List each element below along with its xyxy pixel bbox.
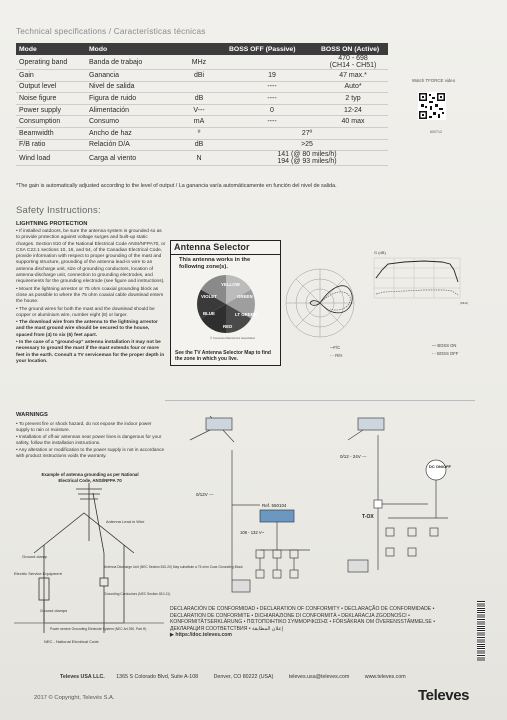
spec-cell: 0 [226, 104, 318, 116]
zone-blue: BLUE [203, 311, 215, 316]
street: 1365 S Colorado Blvd, Suite A-108 [116, 674, 199, 680]
spec-cell: Power supply [16, 104, 86, 116]
spec-cell: Relación D/A [86, 139, 172, 151]
zone-violet: VIOLET [201, 294, 217, 299]
copyright: 2017 © Copyright, Televés S.A. [34, 695, 115, 701]
label-service: Electric Service Equipment [14, 571, 62, 576]
company-name: Televes USA LLC. [60, 674, 105, 680]
lightning-paragraph: • In the case of a "ground-up" antenna installation it may not be necessary to ground the mast if the mast extends four or more feet in the earth. Consult a TV serviceman for the proper depth in your location. [16, 340, 165, 364]
warnings-text [16, 421, 166, 461]
specs-header: Technical specifications / Características técnicas [16, 27, 206, 36]
spec-cell: 47 max.* [318, 70, 388, 82]
spec-cell: V--- [172, 104, 226, 116]
spec-cell [172, 81, 226, 93]
spec-table [16, 43, 388, 166]
antenna-selector-subtitle: This antenna works in the following zone(s). [179, 257, 251, 270]
tox-label: T-OX [362, 514, 374, 520]
spec-cell: Auto* [318, 81, 388, 93]
address-line [60, 674, 480, 680]
lightning-paragraph: • Mount the lightning arrestor or 75 ohm coaxial grounding block as close as possible to where the 75 ohm coaxial cable downlead enters the house. [16, 286, 164, 305]
label-ground-clamp: Ground clamp [22, 554, 48, 559]
spec-cell: Wind load [16, 151, 86, 166]
zone-green: GREEN [237, 294, 253, 299]
spec-cell [226, 55, 318, 70]
spec-cell: mA [172, 116, 226, 128]
spec-row [16, 104, 388, 116]
zone-wheel [195, 273, 257, 343]
spec-cell: 141 (@ 80 miles/h) 194 (@ 93 miles/h) [226, 151, 388, 166]
polar-legend-fc: — F/C [330, 345, 341, 350]
zone-ltgreen: LT GREEN [235, 312, 257, 317]
spec-cell: Beamwidth [16, 127, 86, 139]
install-diagram-passive [170, 410, 335, 600]
spec-cell: Ancho de haz [86, 127, 172, 139]
spec-row [16, 139, 388, 151]
spec-cell: Consumo [86, 116, 172, 128]
voltage-label-3: 0/12 - 24V --- [340, 454, 367, 459]
qr-label: Watch TFORCE video [412, 78, 456, 83]
polar-plot [282, 265, 358, 341]
section-divider [165, 400, 475, 401]
col-boss-off: BOSS OFF (Passive) [226, 43, 318, 55]
spec-cell: Consumption [16, 116, 86, 128]
qr-code-icon[interactable] [418, 92, 446, 120]
spec-cell: Alimentación [86, 104, 172, 116]
col-mode: Mode [16, 43, 86, 55]
gain-footnote: *The gain is automatically adjusted according to the level of output / La ganancia varía automáticamente en función del nivel de salida. [16, 183, 337, 189]
label-conductors: Grounding Conductors (NEC Section 810-21) [104, 592, 171, 596]
spec-cell: ---- [226, 81, 318, 93]
spec-cell: 19 [226, 70, 318, 82]
spec-cell: ---- [226, 93, 318, 105]
lightning-paragraph: • The download wire from the antenna to the lightning arrestor and the mast ground wire should be secured to the house, spaced from (4) to six (6) feet apart. [16, 320, 158, 338]
gain-legend-off: - - BOSS OFF [432, 351, 459, 356]
qr-code-text: 600712 [430, 130, 442, 134]
spec-row [16, 93, 388, 105]
spec-cell: Carga al viento [86, 151, 172, 166]
col-boss-on: BOSS ON (Active) [318, 43, 388, 55]
spec-cell: dBi [172, 70, 226, 82]
label-discharge: Antenna Discharge Unit (NEC Section 810-20) May substitute a 75 ohm Coax Grounding Block [104, 565, 243, 569]
antenna-selector [170, 240, 281, 366]
spec-cell: Operating band [16, 55, 86, 70]
lightning-title: LIGHTNING PROTECTION [16, 221, 88, 227]
spec-cell: º [172, 127, 226, 139]
spec-cell: 27º [226, 127, 388, 139]
spec-cell: Ganancia [86, 70, 172, 82]
zone-credit: © Consumer Electronics Association [210, 336, 256, 340]
label-clamps: Ground clamps [40, 608, 68, 613]
barcode [477, 601, 485, 661]
polar-legend-rh: - - R/H [330, 353, 343, 358]
spec-cell: ---- [226, 116, 318, 128]
lightning-text [16, 229, 166, 366]
spec-row [16, 151, 388, 166]
gain-axis-label: G (dB) [374, 250, 386, 255]
spec-cell: Gain [16, 70, 86, 82]
gain-chart [364, 248, 476, 308]
label-power: Power service Grounding Electrode System (NEC Art 250, Part H) [50, 627, 147, 631]
spec-cell: N [172, 151, 226, 166]
dc-switch-label: DC ON/OFF [429, 464, 451, 469]
spec-cell: 2 typ [318, 93, 388, 105]
spec-header-row [16, 43, 388, 55]
zone-red: RED [223, 324, 233, 329]
install-diagram-active [338, 410, 478, 600]
declaration-link[interactable]: ▶ https://doc.televes.com [170, 632, 232, 639]
spec-cell: 40 max [318, 116, 388, 128]
spec-row [16, 70, 388, 82]
spec-cell: Nivel de salida [86, 81, 172, 93]
col-modo: Modo [86, 43, 172, 55]
warning-paragraph: • To prevent fire or shock hazard, do not expose the indoor power supply to rain or moisture. [16, 421, 152, 433]
voltage-label-2: 108 - 132 V~ [240, 530, 265, 535]
col-unit [172, 43, 226, 55]
spec-cell: MHz [172, 55, 226, 70]
antenna-selector-footer: See the TV Antenna Selector Map to find the zone in which you live. [175, 350, 271, 362]
safety-title: Safety Instructions: [16, 205, 101, 216]
televes-logo: Televes [418, 687, 470, 704]
gain-x-unit: (MHz) [460, 301, 469, 305]
zone-yellow: YELLOW [221, 282, 240, 287]
gain-legend-on: — BOSS ON [432, 343, 457, 348]
spec-cell: dB [172, 139, 226, 151]
city: Denver, CO 80222 (USA) [213, 674, 274, 680]
grounding-caption: Example of antenna grounding as per National Electrical Code, ANSI/NFPA 70 [41, 472, 139, 483]
spec-row [16, 55, 388, 70]
declaration-body: DECLARACIÓN DE CONFORMIDAD • DECLARATION OF CONFORMITY • DECLARAÇÃO DE CONFORMIDADE • DECLARATION DE CONFORMITE • DICHIARAZIONE DI CONFORMITÀ • DEKLARACJA ZGODNOŚCI • KONFORMITÄTSERKLÄRUNG • ΠΙΣΤΟΠΟΙΗΤΙΚΟ ΣΥΜΜΟΡΦΩΣΗΣ • FÖRSÄKRAN OM ÖVERENSSTÄMMELSE • ДЕКЛАРАЦИЯ СООТВЕТСТВИЯ • إعلان المطابقة [170, 606, 435, 632]
email-link[interactable]: televes.usa@televes.com [288, 674, 350, 680]
declaration-text [170, 606, 468, 639]
spec-cell: F/B ratio [16, 139, 86, 151]
spec-cell: Banda de trabajo [86, 55, 172, 70]
spec-cell: Output level [16, 81, 86, 93]
warnings-title: WARNINGS [16, 412, 48, 418]
warning-paragraph: • Any alteration or modification to the power supply is not in accordance with product instructions voids the warranty. [16, 447, 165, 459]
spec-row [16, 81, 388, 93]
spec-cell: 470 - 698 (CH14 - CH51) [318, 55, 388, 70]
spec-cell: Noise figure [16, 93, 86, 105]
spec-cell: dB [172, 93, 226, 105]
label-nec: NEC - National Electrical Code [44, 639, 99, 644]
spec-row [16, 116, 388, 128]
lightning-paragraph: • If installed outdoors, be sure the antenna system is grounded so as to provide protection against voltage surges and built-up static charges. Section 810 of the National Electrical Code ANSI/NFPA70, or CSA C22.1 sections 10, 16, and 54, of the Canadian Electrical Code, provide information with respect to proper grounding of the mast and supporting structure, grounding of the antenna lead-in wire to an antenna discharge unit, size of grounding conductors, location of antenna-discharge unit, connection to grounding electrodes, and requirements for the grounding electrode (see figure and instructions). [16, 229, 166, 285]
label-lead-in: Antenna Lead in Wire [106, 519, 145, 524]
warning-paragraph: • Installation of off-air antennas near power lines is dangerous for your safety, follow the installation instructions. [16, 434, 162, 446]
spec-cell: 12-24 [318, 104, 388, 116]
ref-label: Ref. 550104 [262, 503, 287, 508]
spec-row [16, 127, 388, 139]
voltage-label-1: 0/12V --- [196, 492, 214, 497]
web-link[interactable]: www.televes.com [364, 674, 406, 680]
lightning-paragraph: • The ground wires for both the mast and the downlead should be copper or aluminium wire, number eight (8) or larger. [16, 306, 155, 318]
spec-cell: >25 [226, 139, 388, 151]
antenna-selector-title: Antenna Selector [174, 242, 250, 252]
spec-cell: Figura de ruido [86, 93, 172, 105]
